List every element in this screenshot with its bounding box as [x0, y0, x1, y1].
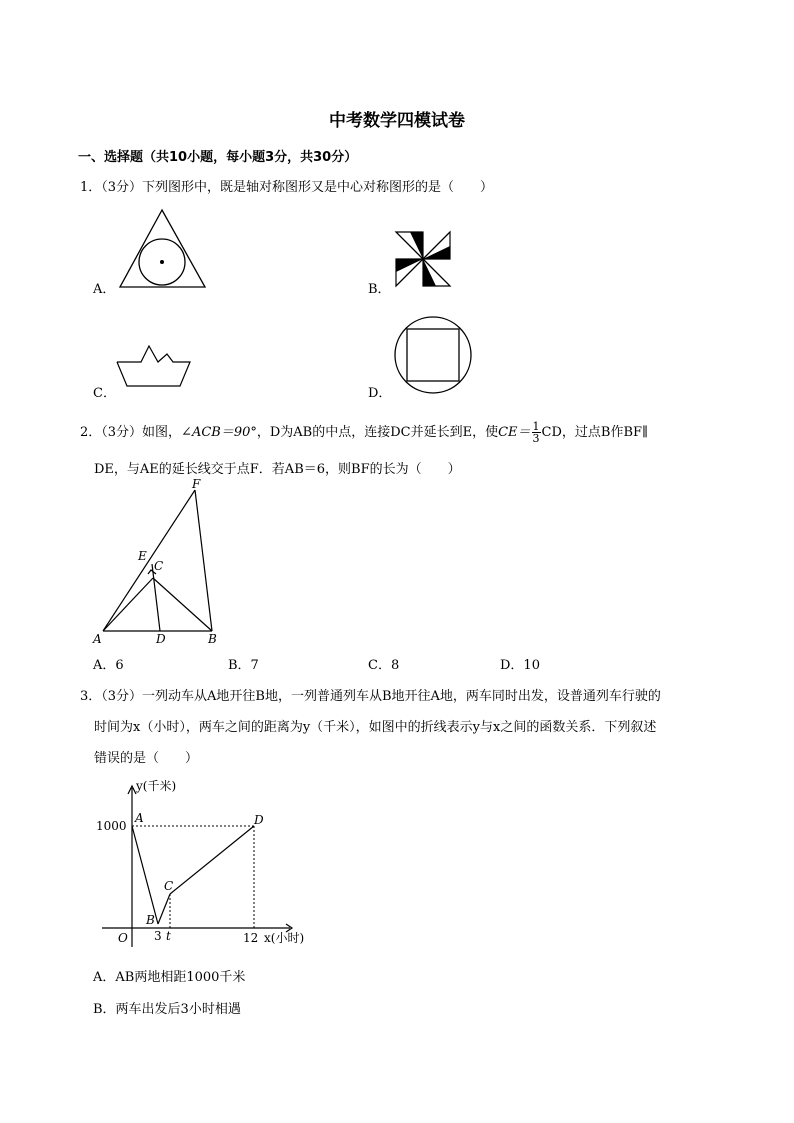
q2-fraction: [532, 421, 541, 444]
question-1-text: 1．（3分）下列图形中，既是轴对称图形又是中心对称图形的是（ ）: [80, 180, 494, 195]
q2-text-a: 2．（3分）如图，: [80, 425, 182, 440]
q2-label-a: A: [93, 632, 102, 646]
q1-option-a[interactable]: A．: [93, 282, 116, 297]
q2-frac-num: 1: [532, 420, 540, 433]
q3-x-tick-t: t: [166, 929, 171, 943]
q3-y-tick-1000: 1000: [96, 819, 127, 833]
q3-x-axis-label: x(小时): [264, 931, 305, 945]
question-3-line-1: 3．（3分）一列动车从A地开往B地，一列普通列车从B地开往A地，两车同时出发，设普通列车行驶的: [80, 689, 661, 704]
q2-label-b: B: [208, 632, 217, 646]
q3-point-c: C: [164, 879, 174, 893]
q3-origin-label: O: [118, 931, 128, 945]
q2-text-b: ，D为AB的中点，连接DC并延长到E，使: [256, 425, 499, 440]
q2-text-c: CD，过点B作BF∥: [541, 425, 649, 440]
q2-option-a[interactable]: A．6: [93, 658, 124, 673]
q1-option-d[interactable]: D．: [368, 386, 392, 401]
q2-figure: [90, 478, 240, 648]
q1-option-c[interactable]: C．: [93, 386, 116, 401]
q1-figure-b: [394, 230, 454, 290]
q2-frac-den: 3: [532, 432, 540, 445]
section-heading: 一、选择题（共10小题，每小题3分，共30分）: [78, 150, 358, 165]
question-2-line-1: [80, 421, 648, 444]
q3-option-a[interactable]: A．AB两地相距1000千米: [93, 970, 246, 985]
question-3-line-3: 错误的是（ ）: [94, 751, 199, 766]
q1-figure-c: [115, 342, 195, 390]
question-2-line-2: DE，与AE的延长线交于点F．若AB＝6，则BF的长为（ ）: [94, 462, 461, 477]
page-title: 中考数学四模试卷: [329, 111, 465, 131]
q3-point-b: B: [146, 913, 155, 927]
q1-figure-d: [392, 314, 474, 396]
q2-angle: ∠ACB＝90°: [181, 425, 257, 440]
q2-option-b[interactable]: B．7: [228, 658, 259, 673]
q2-label-c: C: [154, 559, 164, 573]
q3-point-d: D: [254, 813, 264, 827]
question-3-line-2: 时间为x（小时），两车之间的距离为y（千米），如图中的折线表示y与x之间的函数关系．下列叙述: [94, 720, 657, 735]
q2-option-c[interactable]: C．8: [368, 658, 400, 673]
q3-x-tick-3: 3: [154, 929, 162, 943]
q2-label-e: E: [138, 549, 147, 563]
q3-x-tick-12: 12: [243, 931, 259, 945]
q3-option-b[interactable]: B．两车出发后3小时相遇: [93, 1002, 241, 1017]
q3-y-axis-label: y(千米): [136, 779, 177, 793]
q2-label-f: F: [192, 477, 201, 491]
q3-point-a: A: [135, 811, 144, 825]
q3-graph: [90, 772, 350, 952]
q2-option-d[interactable]: D．10: [500, 658, 540, 673]
q2-label-d: D: [156, 632, 166, 646]
q2-ce: CE＝: [498, 425, 531, 440]
q1-option-b[interactable]: B．: [368, 282, 391, 297]
q1-figure-a: [115, 205, 210, 290]
